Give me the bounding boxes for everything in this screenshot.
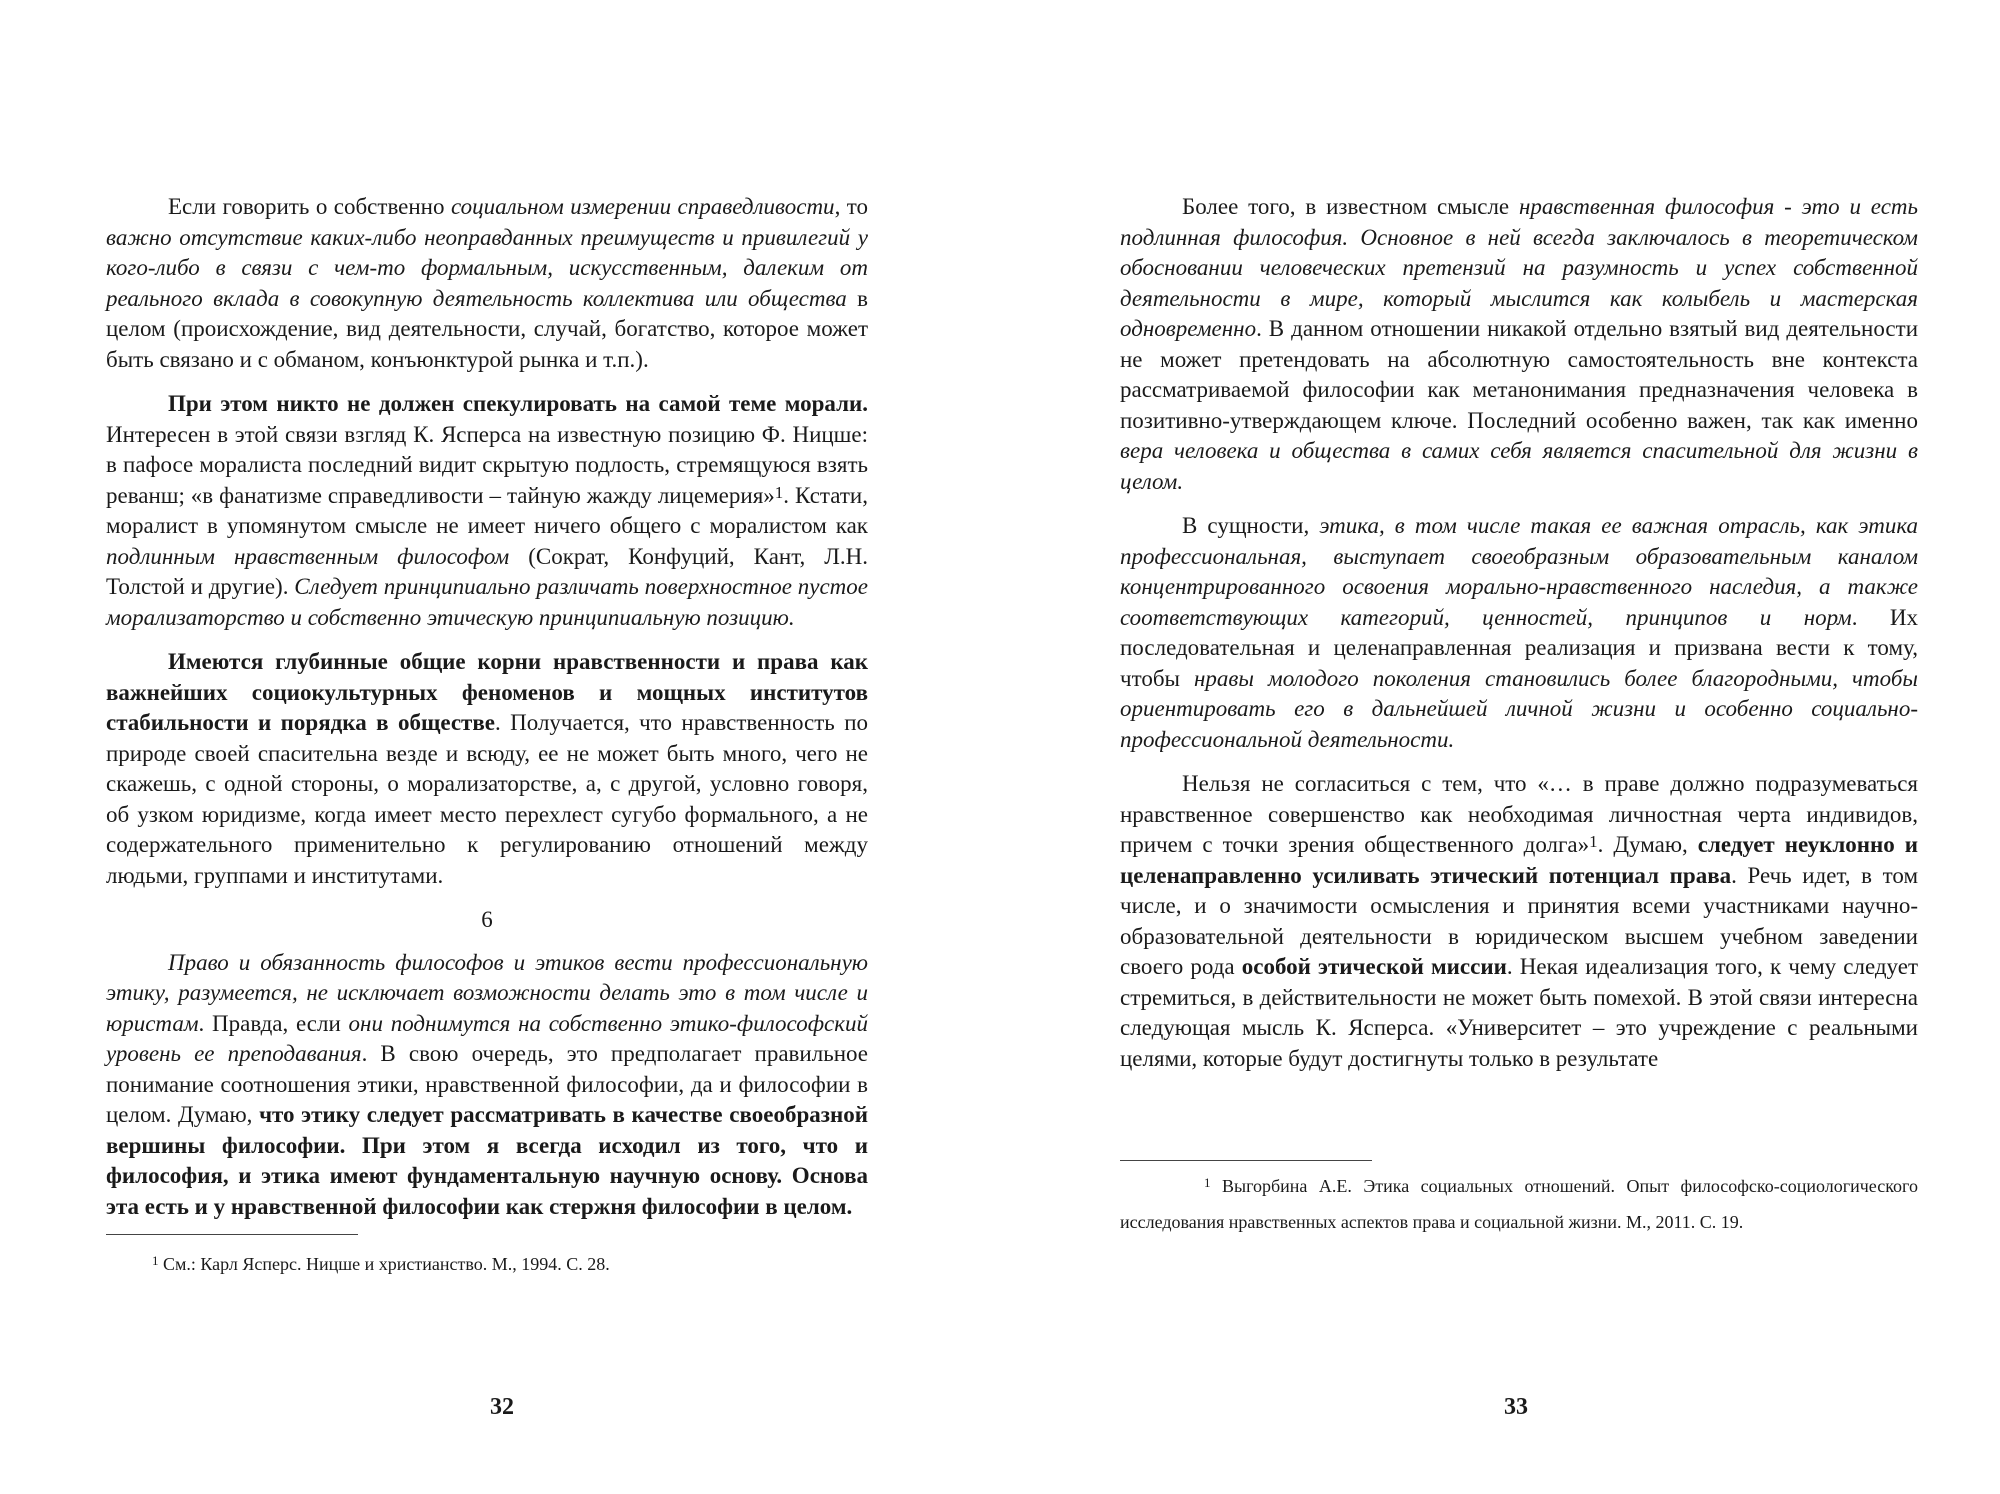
footnote-marker: 1 xyxy=(1204,1175,1211,1190)
text-run: нравы молодого поколения становились более благородными, чтобы ориентировать его в дальнейшей личной жизни и особенно социально-профессиональной деятельности. xyxy=(1120,665,1918,752)
footnote xyxy=(106,1246,868,1282)
text-run: важно отсутствие каких-либо неоправданных преимуществ и привилегий у кого-либо в связи с чем-то формальным, искусственным, далеким от реального вклада в совокупную деятельность коллектива или общества xyxy=(106,224,868,311)
text-run: , то xyxy=(834,194,868,219)
text-run: При этом никто не должен спекулировать на самой теме морали. xyxy=(168,391,868,416)
text-run: Выгорбина А.Е. Этика социальных отношений. Опыт философско-социологического исследования нравственных аспектов права и социальной жизни. М., 2011. С. 19. xyxy=(1120,1176,1918,1232)
text-run: . В данном отношении никакой отдельно взятый вид деятельности не может претендовать на абсолютную самостоятельность вне контекста рассматриваемой философии как метанонимания предназначения человека в позитивно-утверждающем ключе. Последний особенно важен, так как именно xyxy=(1120,316,1918,433)
paragraph xyxy=(1120,192,1918,497)
text-run: этика, в том числе такая ее важная отрасль, как этика профессиональная, выступает своеобразным образовательным каналом концентрированного освоения морально-нравственного наследия, а также соответствующих категорий, ценностей, принципов и норм xyxy=(1120,513,1919,630)
text-run: особой этической миссии xyxy=(1241,954,1507,979)
paragraph xyxy=(106,948,868,1223)
footnote-marker: 1 xyxy=(774,482,784,502)
text-run: . Некая идеализация того, к чему следует стремиться, в действительности не может быть помехой. В этой связи интересна следующая мысль К. Ясперса. «Университет – это учреждение с реальными целями, которые будут достигнуты только в результате xyxy=(1120,954,1919,1071)
text-run: . Получается, что нравственность по природе своей спасительна везде и всюду, ее не может быть много, чего не скажешь, с одной стороны, о морализаторстве, а, с другой, условно говоря, об узком юридизме, когда имеет место перехлест сугубо формального, а не содержательного применительно к регулированию отношений между людьми, группами и институтами. xyxy=(106,710,868,888)
text-run: социальном измерении справедливости xyxy=(450,194,835,219)
footnote xyxy=(1120,1168,1918,1240)
text-run: (Сократ, Конфуций, Кант, Л.Н. Толстой и другие). xyxy=(106,543,868,599)
page-number: 33 xyxy=(1504,1394,1528,1420)
text-run: подлинным нравственным философом xyxy=(106,543,510,569)
paragraph xyxy=(106,389,868,633)
paragraph xyxy=(106,647,868,891)
left-page-body xyxy=(106,192,868,1236)
text-run: Нельзя не согласиться с тем, что «… в праве должно подразумеваться нравственное совершенство как необходимая личностная черта индивидов, причем с точки зрения общественного долга» xyxy=(1120,771,1918,857)
text-run: Право и обязанность философов и этиков вести профессиональную этику, разумеется, не исключает возможности делать это в том числе и юристам xyxy=(106,949,868,1036)
text-run: вера человека и общества в самих себя является спасительной для жизни в целом. xyxy=(1120,438,1918,494)
text-run: См.: Карл Ясперс. Ницше и христианство. М., 1994. С. 28. xyxy=(158,1254,610,1274)
text-run: . Их последовательная и целенаправленная реализация и призвана вести к тому, чтобы xyxy=(1120,604,1918,691)
text-run: Следует принципиально различать поверхностное пустое морализаторство и собственно этическую принципиальную позицию. xyxy=(106,574,868,630)
text-run: Интересен в этой связи взгляд К. Ясперса на известную позицию Ф. Ницше: в пафосе моралиста последний видит скрытую подлость, стремящуюся взять реванш; «в фанатизме справедливости – тайную жажду лицемерия» xyxy=(106,421,868,508)
text-run: нравственная философия - это и есть подлинная философия. Основное в ней всегда заключалось в теоретическом обосновании человеческих претензий на разумность и успех собственной деятельности в мире, который мыслится как колыбель и мастерская одновременно xyxy=(1120,194,1918,341)
section-mark: 6 xyxy=(481,907,493,932)
text-run: . Правда, если xyxy=(198,1010,349,1036)
text-run: Более того, в известном смысле xyxy=(1182,194,1519,219)
text-run: В сущности, xyxy=(1182,513,1320,538)
footnote-marker: 1 xyxy=(1589,832,1598,851)
text-run: Если говорить о собственно xyxy=(168,194,451,219)
text-run: что этику следует рассматривать в качестве своеобразной вершины философии. При этом я всегда исходил из того, что и философия, и этика имеют фундаментальную научную основу. Основа эта есть и у нравственной философии как стержня философии в целом. xyxy=(106,1102,868,1219)
footnote-divider xyxy=(1120,1160,1372,1161)
text-run: следует неуклонно и целенаправленно усиливать этический потенциал права xyxy=(1120,832,1918,888)
text-run: . В свою очередь, это предполагает правильное понимание соотношения этики, нравственной философии, да и философии в целом. Думаю, xyxy=(106,1041,868,1127)
paragraph xyxy=(106,192,868,375)
text-run: они поднимутся на собственно этико-философский уровень ее преподавания xyxy=(106,1010,868,1066)
paragraph xyxy=(1120,511,1918,755)
right-page xyxy=(1000,0,2000,1494)
text-run: . Кстати, моралист в упомянутом смысле не имеет ничего общего с моралистом как xyxy=(106,482,868,538)
right-page-body xyxy=(1120,192,1918,1088)
text-run: в целом (происхождение, вид деятельности, случай, богатство, которое может быть связано и с обманом, конъюнктурой рынка и т.п.). xyxy=(106,285,868,372)
page-number: 32 xyxy=(490,1394,514,1420)
footnote-marker: 1 xyxy=(152,1253,159,1268)
paragraph xyxy=(1120,769,1918,1074)
footnote-divider xyxy=(106,1234,358,1235)
text-run: . Речь идет, в том числе, и о значимости осмысления и принятия всеми участниками научно-образовательной деятельности в юридическом высшем учебном заведении своего рода xyxy=(1120,862,1918,979)
text-run: Имеются глубинные общие корни нравственности и права как важнейших социокультурных феноменов и мощных институтов стабильности и порядка в обществе xyxy=(106,649,868,735)
text-run: . Думаю, xyxy=(1597,832,1698,857)
